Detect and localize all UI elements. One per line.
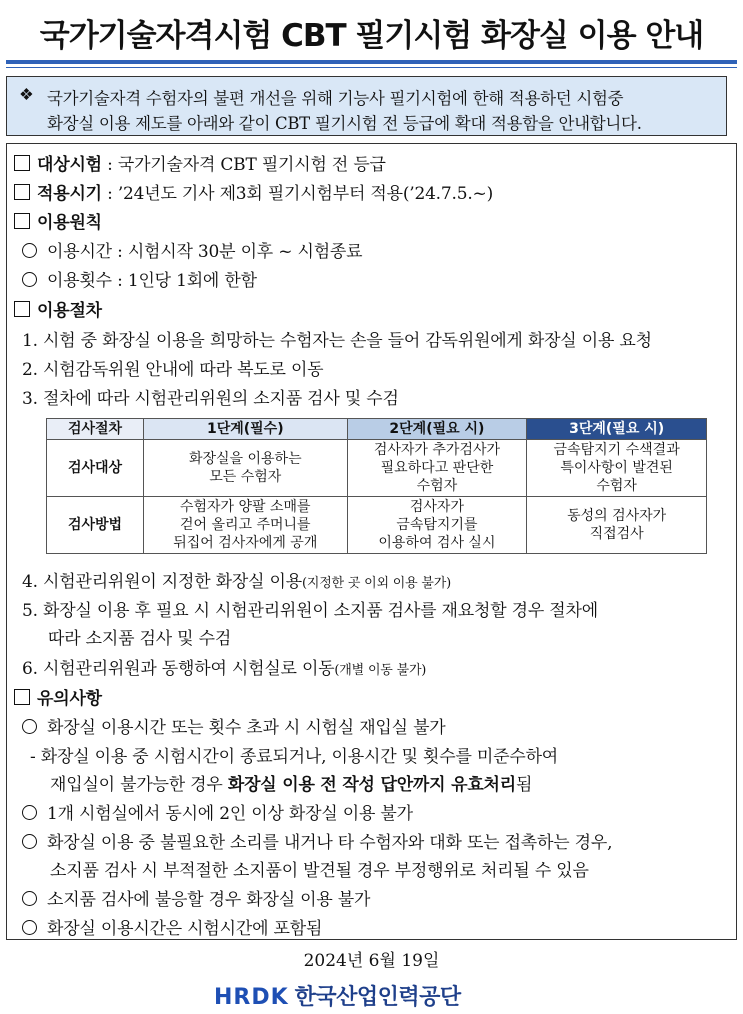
cell-line: 걷어 올리고 주머니를 (179, 517, 311, 533)
cell-line: 수험자 (596, 478, 637, 494)
circle-bullet-icon (22, 272, 37, 287)
procedure-heading-row (14, 296, 102, 321)
checkbox-icon (14, 155, 30, 171)
note-sub-line (50, 770, 532, 795)
principle-item (22, 237, 362, 262)
circle-bullet-icon (22, 891, 37, 906)
note-item (22, 885, 370, 910)
period-row (14, 179, 493, 204)
checkbox-icon (14, 301, 30, 317)
inspection-table (46, 418, 707, 554)
page-title: 국가기술자격시험 CBT 필기시험 화장실 이용 안내 (39, 18, 704, 54)
notes-heading: 유의사항 (37, 689, 102, 709)
table-row-label: 검사대상 (47, 440, 144, 497)
title-rule-thin (6, 67, 737, 68)
circle-bullet-icon (22, 805, 37, 820)
period-value: : ’24년도 기사 제3회 필기시험부터 적용(’24.7.5.~) (107, 184, 494, 204)
cell-line: 검사자가 (409, 499, 464, 515)
cell-line: 동성의 검사자가 (567, 508, 667, 524)
note-text: 1개 시험실에서 동시에 2인 이상 화장실 이용 불가 (47, 804, 413, 824)
cell-line: 모든 수험자 (209, 469, 282, 485)
circle-bullet-icon (22, 920, 37, 935)
note-item (22, 828, 612, 853)
target-row (14, 150, 386, 175)
cell-line: 금속탐지기를 (396, 517, 478, 533)
intro-box (6, 76, 727, 136)
note-text: 화장실 이용시간은 시험시간에 포함됨 (47, 919, 323, 939)
principle-item-text: 이용횟수 : 1인당 1회에 한함 (47, 271, 257, 291)
period-label: 적용시기 (37, 184, 102, 204)
procedure-step: 5. 화장실 이용 후 필요 시 시험관리위원이 소지품 검사를 재요청할 경우 절차에 (22, 601, 598, 621)
step4-text: 4. 시험관리위원이 지정한 화장실 이용 (22, 572, 302, 592)
circle-bullet-icon (22, 834, 37, 849)
intro-bullet: ❖ (19, 85, 34, 104)
step6-note: (개별 이동 불가) (334, 663, 427, 678)
note-sub-text: 재입실이 불가능한 경우 (50, 775, 228, 795)
target-label: 대상시험 (37, 155, 102, 175)
note-sub-line: - 화장실 이용 중 시험시간이 종료되거나, 이용시간 및 횟수를 미준수하여 (30, 747, 559, 767)
cell-line: 수험자 (416, 478, 458, 494)
table-cell (144, 440, 348, 497)
table-cell (527, 440, 707, 497)
note-text: 화장실 이용 중 불필요한 소리를 내거나 타 수험자와 대화 또는 접촉하는 경우, (47, 833, 613, 853)
cell-line: 수험자가 양팔 소매를 (179, 499, 311, 515)
hrdk-mark: HRDK (214, 985, 289, 1010)
circle-bullet-icon (22, 719, 37, 734)
cell-line: 화장실을 이용하는 (188, 451, 302, 467)
title-rule (6, 60, 737, 64)
note-item (22, 799, 413, 824)
table-cell (347, 440, 527, 497)
circle-bullet-icon (22, 243, 37, 258)
target-value: : 국가기술자격 CBT 필기시험 전 등급 (107, 155, 386, 175)
table-cell (527, 497, 707, 554)
procedure-step: 1. 시험 중 화장실 이용을 희망하는 수험자는 손을 들어 감독위원에게 화장실 이용 요청 (22, 331, 652, 351)
cell-line: 직접검사 (589, 526, 644, 542)
table-cell (144, 497, 348, 554)
table-header-cell: 2단계(필요 시) (347, 419, 527, 440)
table-header-cell: 검사절차 (47, 419, 144, 440)
checkbox-icon (14, 184, 30, 200)
cell-line: 필요하다고 판단한 (380, 460, 494, 476)
procedure-heading: 이용절차 (37, 301, 102, 321)
notes-heading-row (14, 684, 102, 709)
note-sub-emphasis: 화장실 이용 전 작성 답안까지 유효처리 (227, 775, 516, 795)
checkbox-icon (14, 213, 30, 229)
note-item (22, 914, 322, 939)
principle-heading: 이용원칙 (37, 213, 102, 233)
step4-note: (지정한 곳 이외 이용 불가) (301, 576, 452, 591)
procedure-step-cont: 따라 소지품 검사 및 수검 (48, 629, 232, 649)
table-header-row (47, 419, 707, 440)
cell-line: 금속탐지기 수색결과 (553, 442, 680, 458)
table-header-cell: 3단계(필요 시) (527, 419, 707, 440)
intro-line-2: 화장실 이용 제도를 아래와 같이 CBT 필기시험 전 등급에 확대 적용함을 안내합니다. (47, 114, 642, 133)
principle-item-text: 이용시간 : 시험시작 30분 이후 ~ 시험종료 (47, 242, 363, 262)
table-row (47, 440, 707, 497)
principle-heading-row (14, 208, 102, 233)
cell-line: 검사자가 추가검사가 (373, 442, 501, 458)
cell-line: 특이사항이 발견된 (560, 460, 673, 476)
step6-text: 6. 시험관리위원과 동행하여 시험실로 이동 (22, 659, 335, 679)
checkbox-icon (14, 689, 30, 705)
procedure-step (22, 567, 451, 592)
cell-line: 뒤집어 검사자에게 공개 (173, 535, 318, 551)
intro-line-1: 국가기술자격 수험자의 불편 개선을 위해 기능사 필기시험에 한해 적용하던 시험중 (47, 89, 624, 108)
procedure-step (22, 654, 426, 679)
principle-item (22, 266, 257, 291)
table-row-label: 검사방법 (47, 497, 144, 554)
table-header-cell: 1단계(필수) (144, 419, 348, 440)
cell-line: 이용하여 검사 실시 (378, 535, 496, 551)
hrdk-logo (214, 980, 461, 1011)
procedure-step: 2. 시험감독위원 안내에 따라 복도로 이동 (22, 360, 324, 380)
org-name: 한국산업인력공단 (294, 985, 461, 1010)
note-item (22, 713, 446, 738)
table-cell (347, 497, 527, 554)
table-row (47, 497, 707, 554)
issue-date: 2024년 6월 19일 (303, 951, 440, 971)
note-text: 화장실 이용시간 또는 횟수 초과 시 시험실 재입실 불가 (47, 718, 446, 738)
procedure-step: 3. 절차에 따라 시험관리위원의 소지품 검사 및 수검 (22, 389, 399, 409)
note-sub-text-end: 됨 (516, 775, 533, 795)
note-item-cont: 소지품 검사 시 부적절한 소지품이 발견될 경우 부정행위로 처리될 수 있음 (50, 861, 589, 881)
note-text: 소지품 검사에 불응할 경우 화장실 이용 불가 (47, 890, 371, 910)
